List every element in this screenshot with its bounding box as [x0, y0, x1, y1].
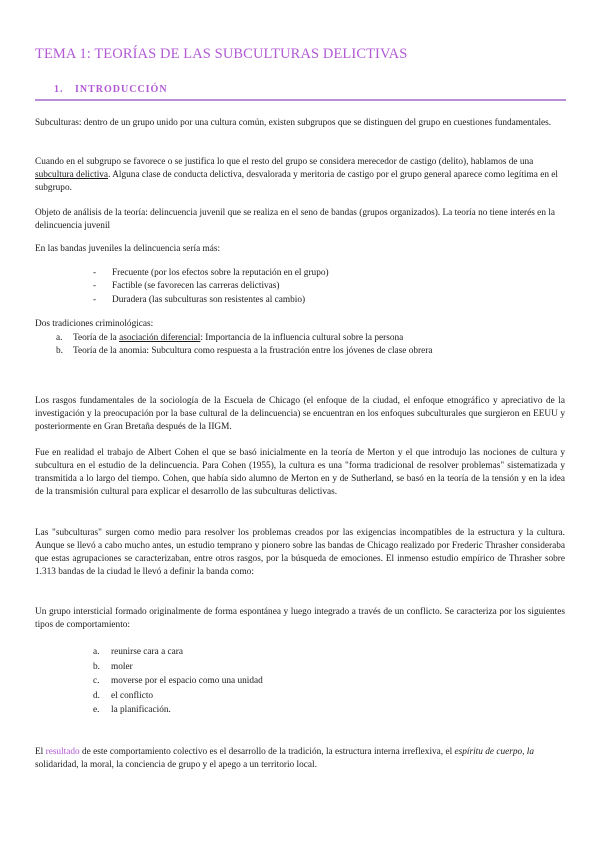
- list-marker: -: [93, 294, 97, 305]
- text-span: . Alguna clase de conducta delictiva, desvalorada y meritoria de castigo por el grupo general aparece como legítima en el subgrupo.: [35, 170, 558, 193]
- list-marker: c.: [93, 676, 100, 687]
- list-item: [93, 280, 553, 293]
- text-span: El: [35, 747, 46, 757]
- paragraph-grupo-intersticial: Un grupo intersticial formado originalmente de forma espontánea y luego integrado a través de un conflicto. Se caracteriza por los siguientes tipos de comportamiento:: [35, 607, 565, 630]
- list-item-text: Frecuente (por los efectos sobre la reputación en el grupo): [112, 268, 329, 278]
- list-item: [93, 294, 553, 307]
- paragraph-cohen: Fue en realidad el trabajo de Albert Cohen el que se basó inicialmente en la teoría de Merton y el que introdujo las nociones de cultura y subcultura en el estudio de la delincuencia. Para Cohen (1955), la cultura es una "forma tradicional de resolver problemas" sistematizada y transmitida a lo largo del tiempo. Cohen, que había sido alumno de Merton en y de Sutherland, se basó en la teoría de la tensión y en la idea de la transmisión cultural para explicar el desarrollo de las subculturas delictivas.: [35, 448, 565, 497]
- list-item-text: la planificación.: [111, 705, 171, 716]
- list-item-text: el conflicto: [111, 690, 154, 701]
- list-item-text: [73, 333, 403, 343]
- list-item-text: moverse por el espacio como una unidad: [111, 676, 263, 687]
- document-title: TEMA 1: TEORÍAS DE LAS SUBCULTURAS DELICTIVAS: [35, 46, 408, 62]
- list-item: [93, 689, 553, 704]
- behaviours-list: [93, 645, 553, 718]
- dash-list: [93, 267, 553, 307]
- list-item: [93, 660, 553, 675]
- list-item: [93, 645, 553, 660]
- list-item: [93, 674, 553, 689]
- paragraph-subculturas: Subculturas: dentro de un grupo unido por una cultura común, existen subgrupos que se distinguen del grupo en cuestiones fundamentales.: [35, 118, 552, 128]
- list-marker: a.: [93, 647, 100, 657]
- paragraph-thrasher: Las "subculturas" surgen como medio para resolver los problemas creados por las exigencias incompatibles de la estructura y la cultura. Aunque se llevó a cabo mucho antes, un estudio temprano y pionero sobre las bandas de Chicago realizado por Frederic Thrasher consideraba que estas agrupaciones se caracterizaban, entre otros rasgos, por la búsqueda de emociones. El inmenso estudio empírico de Thrasher sobre 1.313 bandas de la ciudad le llevó a definir la banda como:: [35, 528, 565, 577]
- highlighted-term: resultado: [45, 747, 80, 757]
- list-marker: a.: [56, 333, 63, 343]
- text-span: solidaridad, la moral, la conciencia de grupo y el apego a un territorio local.: [35, 760, 317, 770]
- paragraph-objeto: Objeto de análisis de la teoría: delincuencia juvenil que se realiza en el seno de bandas (grupos organizados). La teoría no tiene interés en la delincuencia juvenil: [35, 208, 555, 231]
- list-marker: -: [93, 281, 97, 292]
- paragraph-bandas: En las bandas juveniles la delincuencia sería más:: [35, 244, 221, 254]
- list-marker: -: [93, 268, 97, 278]
- list-item-text: Factible (se favorecen las carreras delictivas): [112, 281, 280, 292]
- underlined-term: subcultura delictiva: [35, 170, 109, 180]
- paragraph-chicago: Los rasgos fundamentales de la sociología de la Escuela de Chicago (el enfoque de la ciudad, el enfoque etnográfico y apreciativo de la investigación y la preocupación por la base cultural de la delincuencia) se encuentran en los enfoques subculturales que surgieron en EEUU y posteriormente en Gran Bretaña después de la IIGM.: [35, 396, 565, 432]
- traditions-list: [56, 332, 566, 359]
- section-heading: [54, 84, 168, 95]
- list-marker: e.: [93, 705, 100, 716]
- underlined-term: asociación diferencial: [119, 333, 201, 343]
- paragraph-resultado: [35, 746, 565, 772]
- text-span: Teoría de la: [73, 333, 120, 343]
- list-marker: b.: [93, 661, 100, 672]
- text-span: de este comportamiento colectivo es el desarrollo de la tradición, la estructura interna irreflexiva, el: [79, 747, 455, 757]
- list-item: [93, 267, 553, 280]
- section-divider: [35, 99, 566, 101]
- text-span: : Importancia de la influencia cultural sobre la persona: [200, 333, 404, 343]
- section-number: 1.: [54, 84, 64, 95]
- paragraph-tradiciones: Dos tradiciones criminológicas:: [35, 319, 154, 329]
- paragraph-subcultura-delictiva: [35, 156, 565, 195]
- list-item: [56, 345, 566, 358]
- list-marker: b.: [56, 346, 63, 357]
- list-item-text: Teoría de la anomia: Subcultura como respuesta a la frustración entre los jóvenes de clase obrera: [73, 346, 433, 357]
- section-label: INTRODUCCIÓN: [75, 84, 168, 95]
- list-marker: d.: [93, 690, 100, 701]
- list-item-text: reunirse cara a cara: [111, 647, 183, 657]
- list-item-text: Duradera (las subculturas son resistentes al cambio): [112, 294, 306, 305]
- italic-phrase: espíritu de cuerpo, la: [454, 747, 535, 757]
- list-item-text: moler: [111, 661, 133, 672]
- list-item: [56, 332, 566, 345]
- list-item: [93, 703, 553, 718]
- text-span: Cuando en el subgrupo se favorece o se justifica lo que el resto del grupo se considera merecedor de castigo (delito), hablamos de una: [35, 157, 534, 167]
